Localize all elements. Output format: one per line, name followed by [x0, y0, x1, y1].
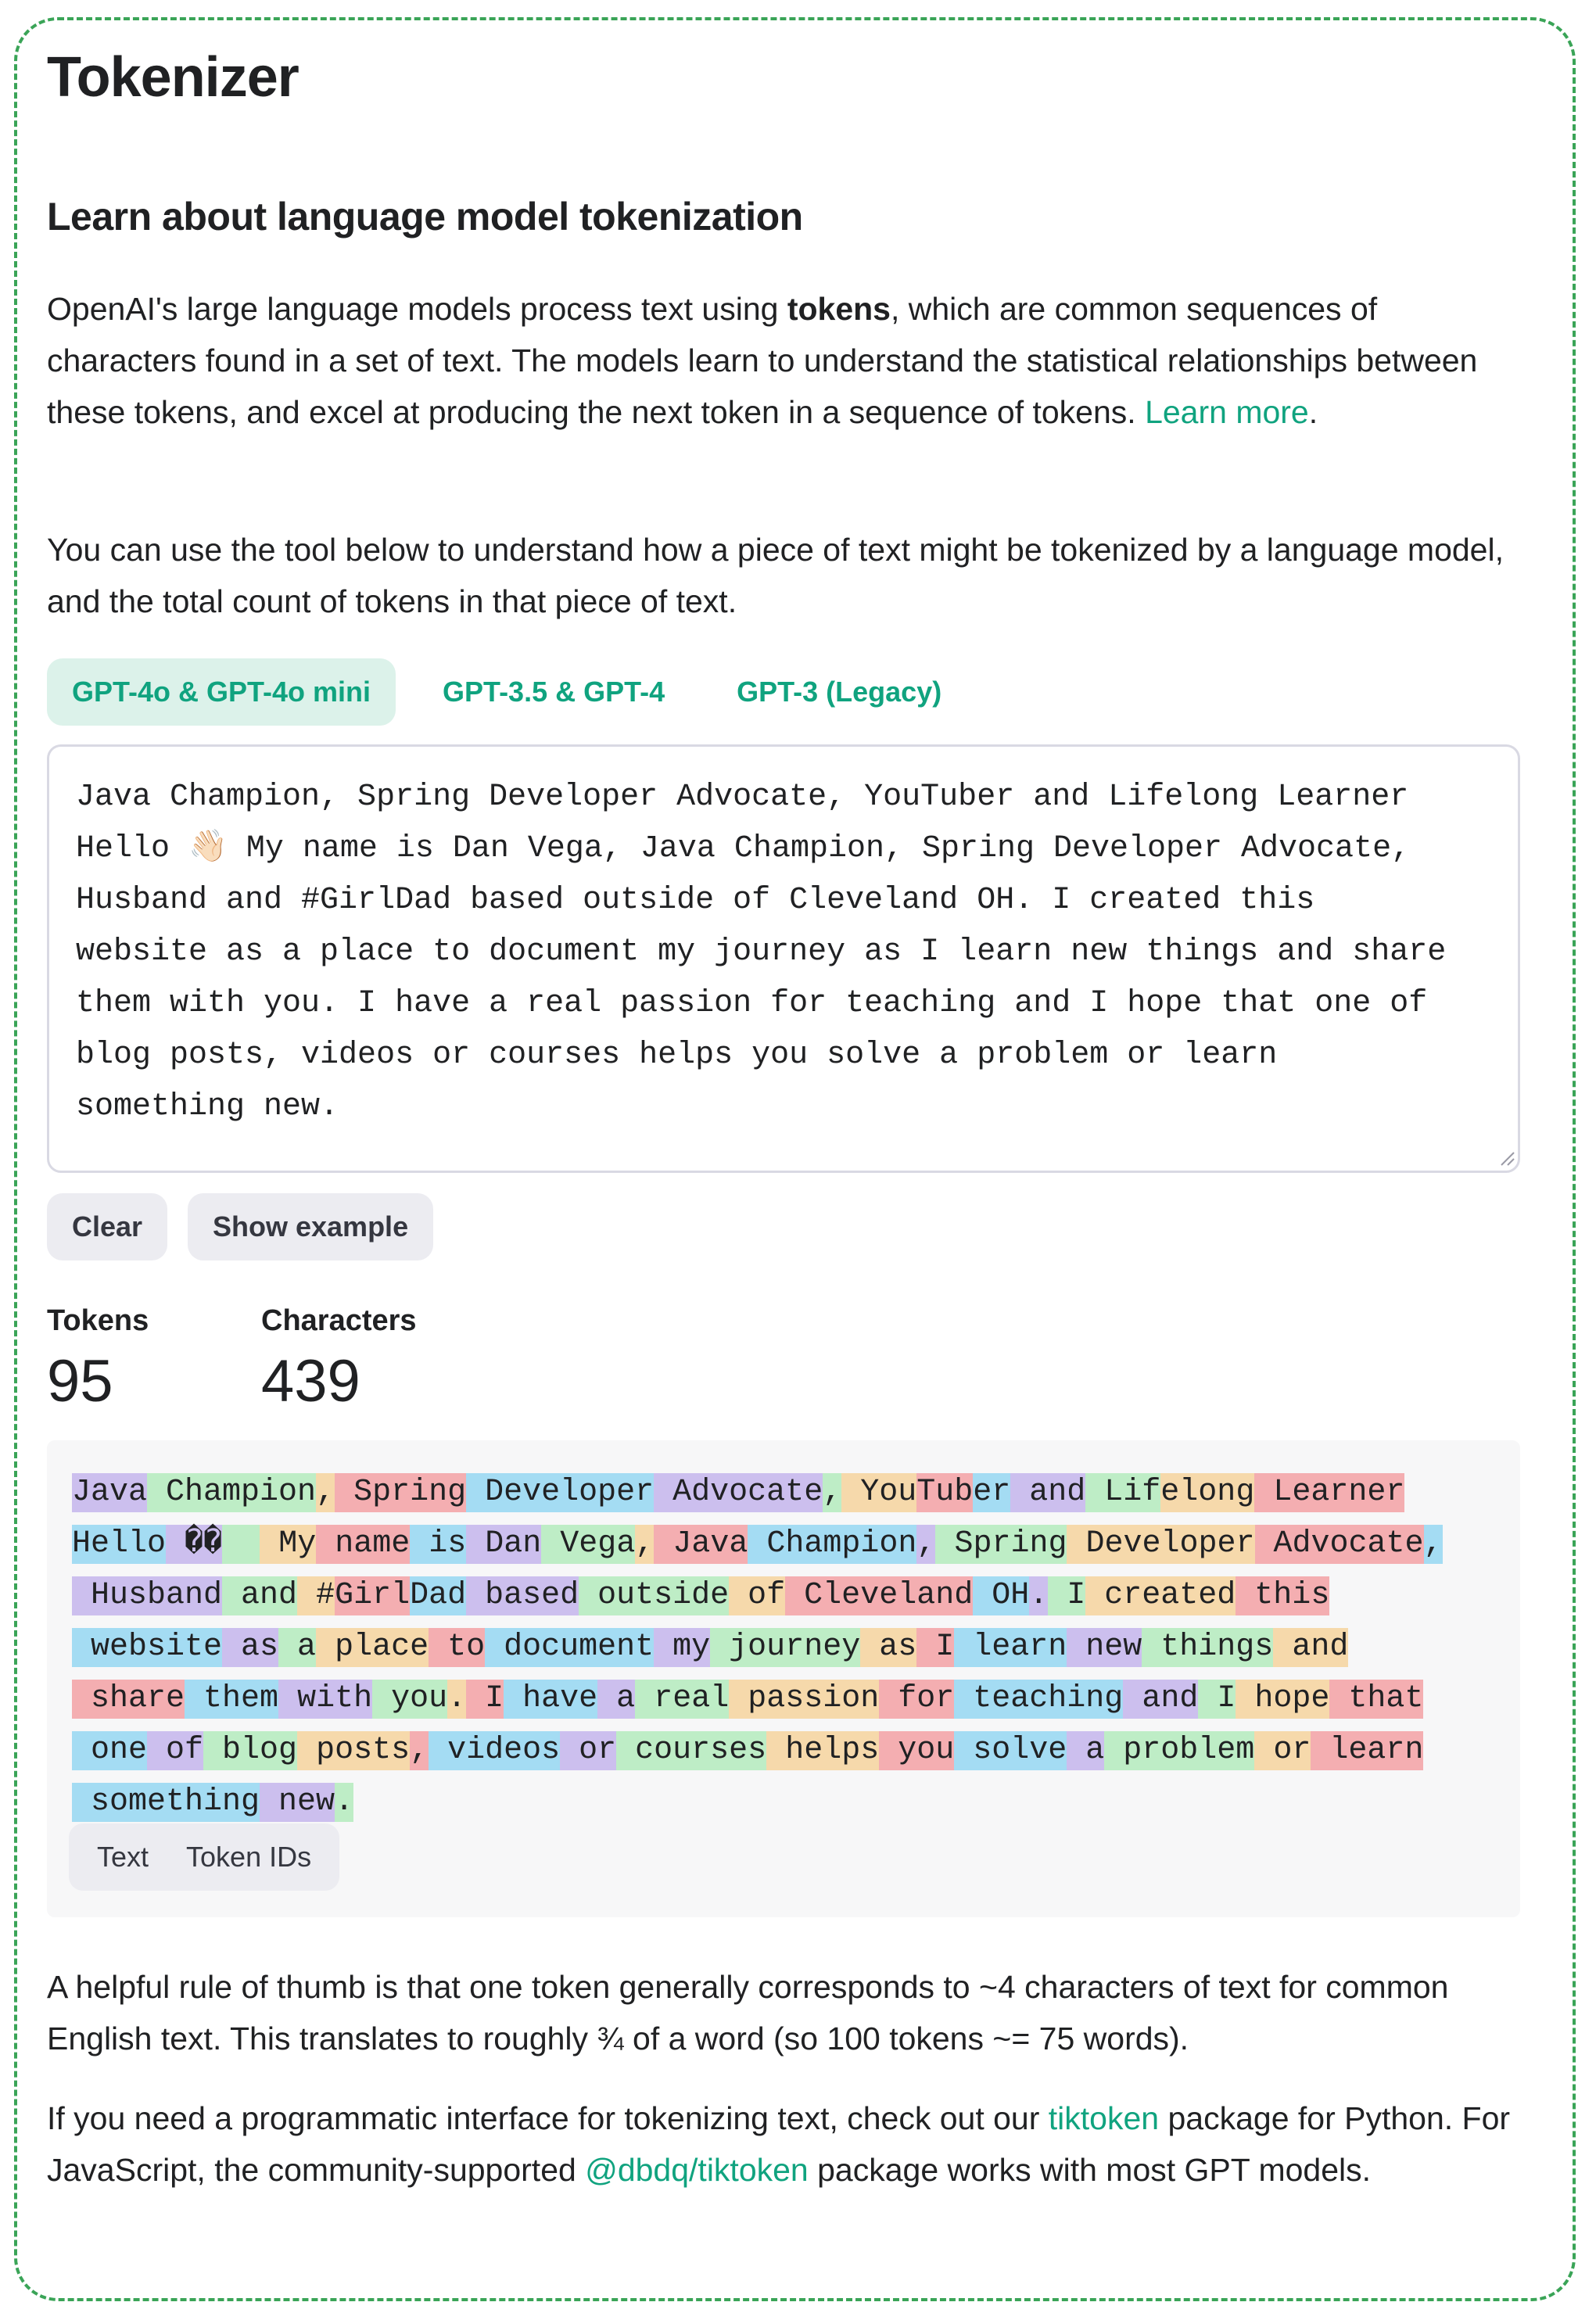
token: I: [466, 1680, 504, 1719]
token-line: [72, 1622, 1443, 1673]
token: or: [1254, 1731, 1311, 1770]
token: teaching: [954, 1680, 1123, 1719]
token: Cleveland: [785, 1576, 973, 1615]
token: .: [335, 1783, 353, 1822]
token: name: [316, 1525, 410, 1564]
token: Java: [72, 1473, 147, 1512]
token: of: [729, 1576, 785, 1615]
token: a: [1067, 1731, 1104, 1770]
token: Hello: [72, 1525, 166, 1564]
programmatic-text-2: package for Python. For JavaScript, the community-supported: [47, 2100, 1511, 2188]
token-line: [72, 1570, 1443, 1622]
token-line: [72, 1725, 1443, 1777]
token: Developer: [466, 1473, 654, 1512]
token: er: [973, 1473, 1010, 1512]
token: ,: [823, 1473, 841, 1512]
token-line: [72, 1777, 1443, 1828]
token: learn: [1311, 1731, 1423, 1770]
token: or: [560, 1731, 616, 1770]
page-subtitle: Learn about language model tokenization: [47, 195, 803, 238]
intro-text-2: , which are common sequences of characters found in a set of text. The models learn to understand the statistical relationships between these tokens, and excel at producing the next token in a sequence of tokens.: [47, 291, 1478, 430]
token: based: [466, 1576, 579, 1615]
learn-more-link[interactable]: Learn more: [1145, 394, 1309, 430]
show-example-button[interactable]: Show example: [188, 1193, 433, 1260]
token: blog: [203, 1731, 297, 1770]
token: place: [316, 1628, 429, 1667]
token: is: [410, 1525, 466, 1564]
token-line: [72, 1467, 1443, 1519]
tokens-count: 95: [47, 1348, 113, 1415]
token: new: [1067, 1628, 1142, 1667]
tool-description: You can use the tool below to understand how a piece of text might be tokenized by a language model, and the total count of tokens in that piece of text.: [47, 532, 1504, 619]
token: with: [278, 1680, 372, 1719]
programmatic-text-3: package works with most GPT models.: [808, 2152, 1372, 2188]
dbdq-tiktoken-link[interactable]: @dbdq/tiktoken: [585, 2152, 809, 2188]
token: Vega: [541, 1525, 635, 1564]
token: a: [278, 1628, 316, 1667]
tokenizer-input[interactable]: Java Champion, Spring Developer Advocate, YouTuber and Lifelong Learner Hello 👋🏻 My name is Dan Vega, Java Champion, Spring Developer Advocate, Husband and #GirlDad based outside of Cleveland OH. I created this website as a place to document my journey as I learn new things and share them with you. I have a real passion for teaching and I hope that one of blog posts, videos or courses helps you solve a problem or learn something new.: [47, 744, 1520, 1173]
token: as: [222, 1628, 278, 1667]
token: Champion: [147, 1473, 316, 1512]
token: passion: [729, 1680, 879, 1719]
token: Developer: [1067, 1525, 1254, 1564]
token: Spring: [335, 1473, 466, 1512]
token: videos: [429, 1731, 560, 1770]
token: have: [504, 1680, 597, 1719]
token: learn: [954, 1628, 1067, 1667]
token: Tub: [916, 1473, 973, 1512]
token: this: [1236, 1576, 1329, 1615]
rule-of-thumb: A helpful rule of thumb is that one token generally corresponds to ~4 characters of text for common English text. This translates to roughly ¾ of a word (so 100 tokens ~= 75 words).: [47, 1969, 1449, 2056]
token: Lif: [1085, 1473, 1160, 1512]
token: and: [1123, 1680, 1198, 1719]
programmatic-text-1: If you need a programmatic interface for tokenizing text, check out our: [47, 2100, 1049, 2136]
token: [222, 1525, 260, 1564]
token-line: [72, 1519, 1443, 1570]
characters-label: Characters: [261, 1304, 417, 1337]
tiktoken-link[interactable]: tiktoken: [1048, 2100, 1160, 2136]
token: helps: [766, 1731, 879, 1770]
intro-end: .: [1308, 394, 1318, 430]
token: Girl: [335, 1576, 410, 1615]
token: outside: [579, 1576, 729, 1615]
token: something: [72, 1783, 260, 1822]
token: my: [654, 1628, 710, 1667]
token: solve: [954, 1731, 1067, 1770]
token: ,: [316, 1473, 335, 1512]
token: to: [429, 1628, 485, 1667]
token: for: [879, 1680, 954, 1719]
intro-bold-tokens: tokens: [787, 291, 891, 327]
tab-gpt-3-legacy[interactable]: GPT-3 (Legacy): [737, 676, 942, 708]
token: Dad: [410, 1576, 466, 1615]
token: you: [372, 1680, 447, 1719]
token: .: [1029, 1576, 1048, 1615]
token: them: [185, 1680, 278, 1719]
token: courses: [616, 1731, 766, 1770]
page-title: Tokenizer: [47, 46, 299, 109]
token: I: [1198, 1680, 1236, 1719]
token: and: [1273, 1628, 1348, 1667]
clear-button[interactable]: Clear: [47, 1193, 167, 1260]
token: Learner: [1254, 1473, 1404, 1512]
token: OH: [973, 1576, 1029, 1615]
tokens-label: Tokens: [47, 1304, 149, 1337]
token: ,: [635, 1525, 654, 1564]
view-token-ids-option[interactable]: Token IDs: [186, 1841, 312, 1873]
tab-gpt-3-5-gpt-4[interactable]: GPT-3.5 & GPT-4: [443, 676, 665, 708]
model-tabs: [47, 658, 967, 726]
token: Champion: [748, 1525, 916, 1564]
token: ,: [1424, 1525, 1443, 1564]
token-visualization: [47, 1440, 1520, 1917]
token: ��: [166, 1525, 222, 1564]
token: Dan: [466, 1525, 541, 1564]
token: .: [447, 1680, 466, 1719]
programmatic-note: [47, 2092, 1517, 2196]
token: Spring: [935, 1525, 1067, 1564]
intro-text-1: OpenAI's large language models process text using: [47, 291, 787, 327]
token: journey: [710, 1628, 860, 1667]
token: things: [1142, 1628, 1273, 1667]
tab-gpt-4o[interactable]: GPT-4o & GPT-4o mini: [47, 658, 396, 726]
token: created: [1085, 1576, 1236, 1615]
token: You: [841, 1473, 916, 1512]
token: I: [916, 1628, 954, 1667]
token: Advocate: [1255, 1525, 1424, 1564]
token: that: [1329, 1680, 1423, 1719]
token: #: [297, 1576, 335, 1615]
token: problem: [1104, 1731, 1254, 1770]
view-text-option[interactable]: Text: [97, 1841, 149, 1873]
token: ,: [410, 1731, 429, 1770]
token: of: [147, 1731, 203, 1770]
token: posts: [297, 1731, 410, 1770]
token: I: [1048, 1576, 1085, 1615]
token: you: [879, 1731, 954, 1770]
token: Java: [654, 1525, 748, 1564]
token: real: [635, 1680, 729, 1719]
token: My: [260, 1525, 316, 1564]
token: as: [860, 1628, 916, 1667]
token: a: [597, 1680, 635, 1719]
token: Husband: [72, 1576, 222, 1615]
intro-paragraph: [47, 283, 1517, 438]
token: and: [222, 1576, 297, 1615]
token-line: [72, 1673, 1443, 1725]
view-toggle: [69, 1823, 339, 1891]
token: elong: [1160, 1473, 1254, 1512]
token: document: [485, 1628, 654, 1667]
resize-handle-icon[interactable]: [1498, 1149, 1515, 1167]
token: ,: [916, 1525, 935, 1564]
token: one: [72, 1731, 147, 1770]
token: share: [72, 1680, 185, 1719]
token: new: [260, 1783, 335, 1822]
token: Advocate: [654, 1473, 823, 1512]
token: hope: [1236, 1680, 1329, 1719]
token-lines: [72, 1467, 1443, 1828]
token: and: [1010, 1473, 1085, 1512]
token: website: [72, 1628, 222, 1667]
characters-count: 439: [261, 1348, 360, 1415]
